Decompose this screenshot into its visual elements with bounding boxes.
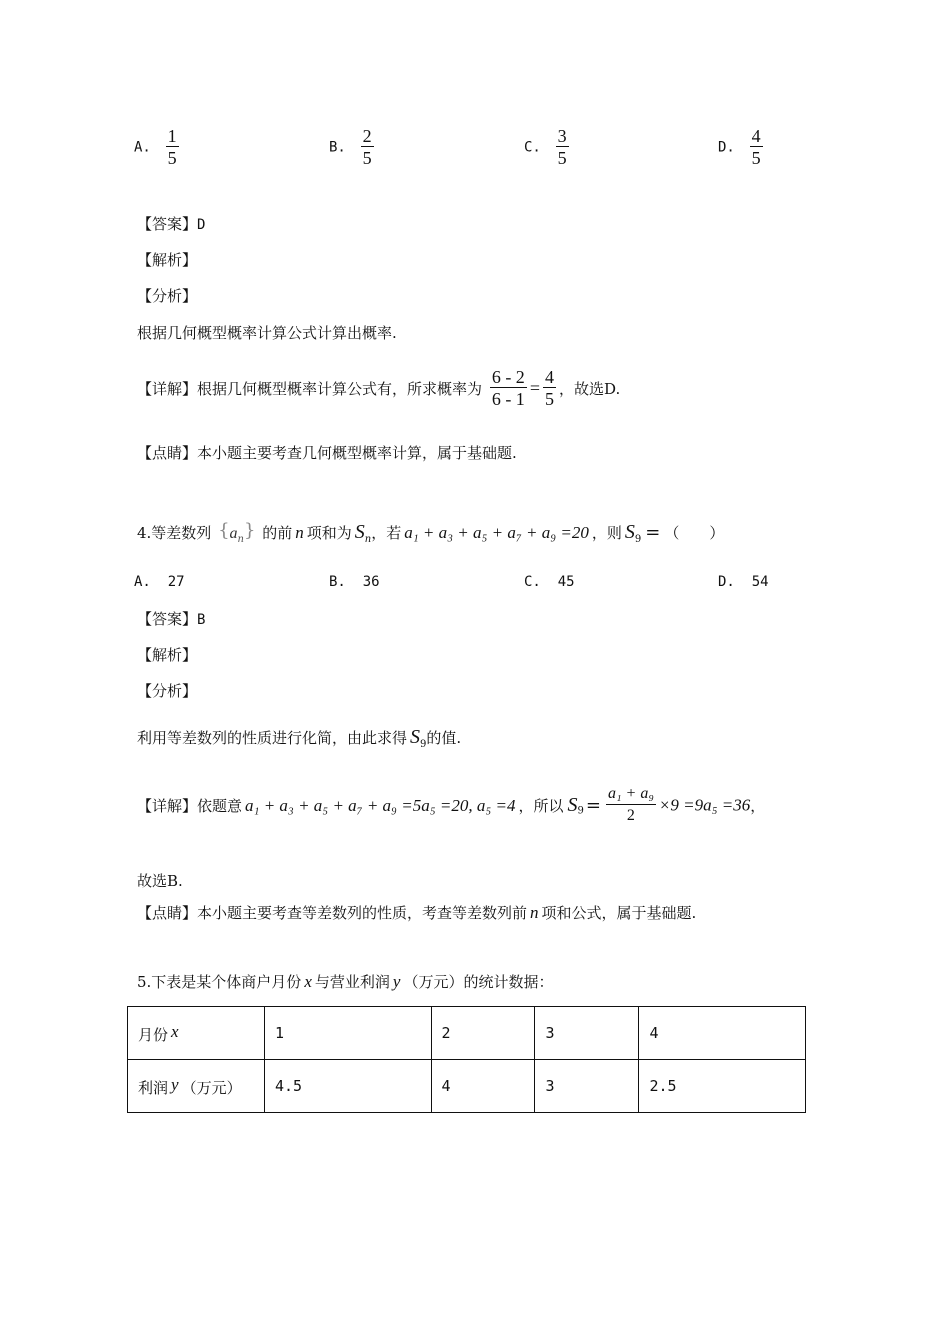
detail-fraction-1: $\frac{6 - 2}{6 - 1}$	[491, 367, 525, 409]
q4-option-c: C. 45	[524, 574, 575, 590]
q4-stem-mid1: 的前	[262, 524, 293, 542]
q4-conclusion: 故选B.	[137, 872, 183, 890]
comment-tag: 【点睛】	[137, 444, 198, 462]
option-label: B.	[329, 139, 346, 156]
q4-stem: 4.等差数列 $\{a_n\}$ 的前 n 项和为 $S_n$，若 a₁ + a₃ + a₅ + a₇ + a₉ =20 ，则 $S_9$ = （ ）	[137, 513, 724, 558]
q3-option-d	[718, 126, 766, 169]
option-label: D.	[718, 139, 735, 156]
answer-paren: （ ）	[664, 524, 725, 542]
table-cell: 利润 y （万元）	[128, 1060, 265, 1113]
option-fraction: $\frac{1}{5}$	[167, 126, 177, 168]
q4-detail: 【详解】依题意 a₁ + a₃ + a₅ + a₇ + a₉ =5a₅ =20, a₅ =4 ，所以 $S_9$ = $\frac{\text{a₁ + a₉}}{2}$ ×9 =9a₅ =36，	[137, 784, 765, 827]
q3-option-c	[524, 126, 572, 169]
q5-stem: 5.下表是某个体商户月份 x 与营业利润 y （万元）的统计数据：	[137, 972, 554, 991]
answer-tag: 【答案】	[137, 215, 198, 233]
S-variable: S	[354, 521, 365, 543]
option-label: A.	[134, 139, 151, 156]
table-row	[128, 1060, 806, 1113]
q4-fenxi-text: 利用等差数列的性质进行化简，由此求得 $S_9$的值.	[137, 726, 462, 750]
q4-stem-mid2: 项和为	[306, 524, 352, 542]
q4-option-d: D. 54	[718, 574, 769, 590]
q4-fenxi-tag: 【分析】	[137, 682, 198, 700]
detail-fraction-2: $\frac{4}{5}$	[544, 367, 554, 409]
q4-analysis-tag: 【解析】	[137, 646, 198, 664]
option-label: C.	[524, 139, 541, 156]
option-fraction: $\frac{4}{5}$	[751, 126, 761, 168]
option-fraction: $\frac{2}{5}$	[362, 126, 372, 168]
q4-answer	[137, 608, 205, 629]
table-cell: 4.5	[265, 1060, 432, 1113]
q3-option-a	[134, 126, 182, 169]
detail-equation: a₁ + a₃ + a₅ + a₇ + a₉ =5a₅ =20, a₅ =4	[245, 795, 516, 815]
detail-end: ，故选D.	[558, 380, 621, 398]
q3-detail	[137, 367, 620, 410]
table-cell: 月份 x	[128, 1007, 265, 1060]
table-cell: 2.5	[639, 1060, 806, 1113]
q3-analysis-tag: 【解析】	[137, 251, 198, 269]
n-variable: n	[295, 523, 304, 542]
S9-variable: S	[624, 521, 635, 543]
table-cell: 1	[265, 1007, 432, 1060]
q3-fenxi-text: 根据几何概型概率计算公式计算出概率.	[137, 324, 397, 342]
detail-tag: 【详解】	[137, 797, 198, 815]
table-row	[128, 1007, 806, 1060]
answer-tag: 【答案】	[137, 610, 198, 628]
q4-option-a: A. 27	[134, 574, 185, 590]
q4-stem-prefix: 4.等差数列	[137, 524, 212, 542]
q3-comment	[137, 442, 517, 463]
table-cell: 3	[535, 1060, 639, 1113]
table-cell: 3	[535, 1007, 639, 1060]
detail-tag: 【详解】	[137, 380, 198, 398]
detail-equals: =	[529, 378, 540, 398]
q3-answer	[137, 213, 205, 234]
table-cell: 4	[639, 1007, 806, 1060]
condition-formula: a₁ + a₃ + a₅ + a₇ + a₉ =20	[404, 523, 589, 542]
q4-stem-mid3: ，若	[371, 524, 402, 542]
y-variable: y	[392, 972, 401, 991]
comment-tag: 【点睛】	[137, 904, 198, 922]
q3-fenxi-tag: 【分析】	[137, 287, 198, 305]
answer-value: B	[197, 612, 206, 628]
x-variable: x	[304, 972, 312, 991]
option-fraction: $\frac{3}{5}$	[557, 126, 567, 168]
comment-text: 本小题主要考查几何概型概率计算，属于基础题.	[197, 444, 517, 462]
answer-value: D	[197, 217, 206, 233]
sequence-symbol: $\{a_n\}$	[218, 520, 256, 545]
q4-comment: 【点睛】本小题主要考查等差数列的性质，考查等差数列前 n 项和公式，属于基础题.	[137, 903, 697, 922]
q5-data-table	[127, 1006, 806, 1113]
table-cell: 4	[431, 1060, 535, 1113]
q4-stem-mid4: ，则	[591, 524, 622, 542]
q3-option-b	[329, 126, 377, 169]
table-cell: 2	[431, 1007, 535, 1060]
q4-option-b: B. 36	[329, 574, 380, 590]
detail-fraction: $\frac{\text{a₁ + a₉}}{2}$	[606, 784, 656, 827]
detail-text: 根据几何概型概率计算公式有，所求概率为	[197, 380, 483, 398]
